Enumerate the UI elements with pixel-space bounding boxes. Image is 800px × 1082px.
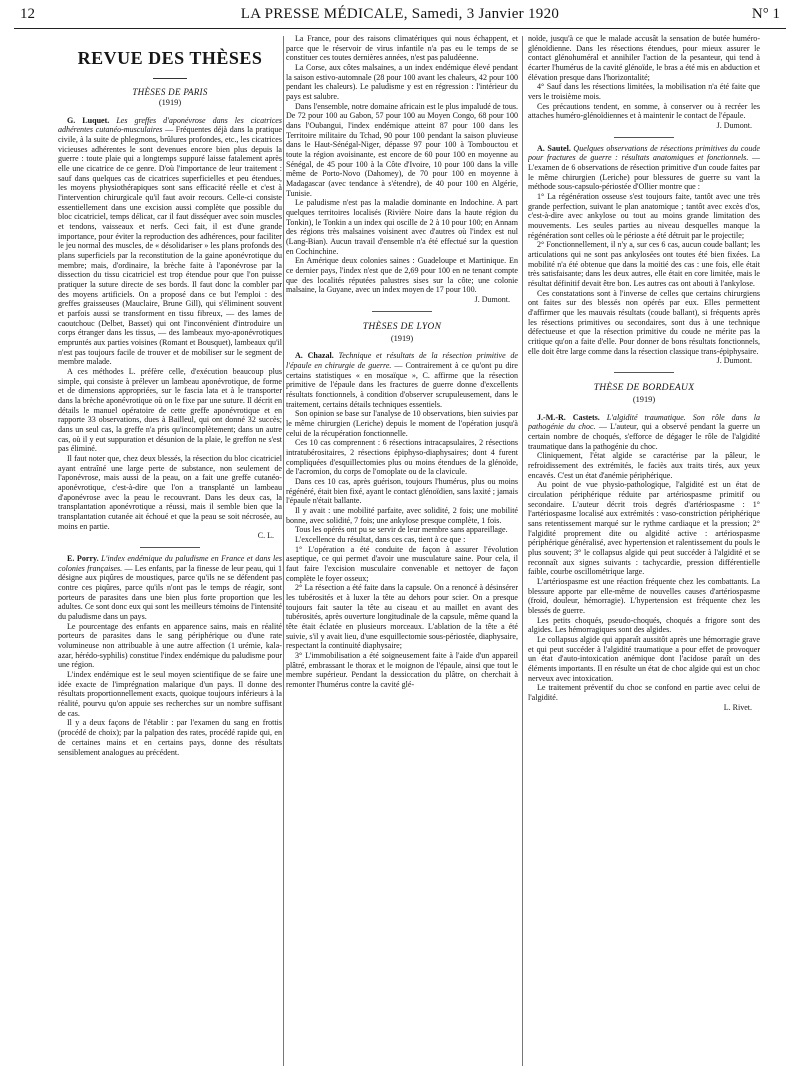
thesis-chazal-lead (286, 351, 518, 409)
issue-number: N° 1 (751, 6, 780, 22)
review-signature: J. Dumont. (474, 295, 510, 305)
separator (140, 547, 200, 548)
section-year: (1919) (158, 98, 182, 108)
thesis-author: J.-M.-R. Castets. (537, 412, 600, 422)
title-rule (153, 78, 187, 79)
paragraph: Le collapsus algide qui apparaît aussitôt après une hémorragie grave et qui peut succéder à l'algidité traumatique a pour effet de provoquer un état d'auto-intoxication anémique dont l'acidose paraît un des éléments importants. Il en résulte un état de choc algide qui est un choc nerveux avec intoxication. (528, 635, 760, 683)
separator (614, 137, 674, 138)
paragraph: Le paludisme n'est pas la maladie dominante en Indochine. A part quelques territoires localisés (Rivière Noire dans la haute région du Tonkin), le Tonkin a un index qui oscille de 2 à 10 pour 100; en Annam des régions très malsaines voisinent avec d'autres où l'index est nul (Lang-Bian). Aucun travail d'ensemble n'a été effectué sur la question en Cochinchine. (286, 198, 518, 256)
paragraph: Ces précautions tendent, en somme, à conserver ou à recréer les attaches huméro-glénoïdiennes et à maintenir le contact de l'épaule. (528, 101, 760, 121)
journal-running-title: LA PRESSE MÉDICALE, Samedi, 3 Janvier 1920 (240, 6, 560, 22)
paragraph: A ces méthodes L. préfère celle, d'exécution beaucoup plus simple, qui consiste à prélever un lambeau aponévrotique, de forme et de dimensions appropriées, sur le fascia lata et à le transporter dans la brèche aponévrotique où on le fixe par une suture. Il décrit en détails le manuel opératoire de cette greffe aponévrotique et en rapporte 33 observations, dues à Bailleul, qui ont donné 32 succès; dans un seul cas, la greffe n'a pris qu'incomplètement; dans un autre cas, où il y eut suppuration et désunion de la plaie, le greffon ne s'est pas éliminé. (58, 367, 282, 454)
paragraph-text: — Contrairement à ce qu'ont pu dire certains statistiques « en mosaïque », C. affirme que la résection primitive de l'épaule dans les fractures de guerre donne d'excellents résultats fonctionnels, à condition d'observer scrupuleusement, dans le traitement, certains détails techniques essentiels. (286, 360, 518, 409)
thesis-sautel-lead (528, 144, 760, 192)
section-heading-lyon: THÈSES DE LYON (362, 321, 442, 332)
paragraph: L'index endémique est le seul moyen scientifique de se faire une idée exacte de l'imprégnation malarique d'un pays. Il donne des résultats proportionnellement exacts, quoique toujours inférieurs à la réalité, pourvu qu'on appuie ses recherches sur un nombre suffisant de cas. (58, 670, 282, 718)
thesis-castets-lead (528, 413, 760, 452)
thesis-title: L'algidité traumatique. Son rôle dans la pathogénie du choc. (528, 412, 760, 432)
thesis-porry-lead (58, 554, 282, 622)
paragraph: 1° L'opération a été conduite de façon à assurer l'évolution aseptique, ce qui permet d'avoir une musculature saine. Pour cela, il faut faire l'excision musculaire convenable et nettoyer de façon complète le foyer osseux; (286, 544, 518, 583)
paragraph: Il faut noter que, chez deux blessés, la résection du bloc cicatriciel ayant entraîné une large perte de substance, non seulement de l'aponévrose, mais aussi de la peau, on a fait une greffe cutanéo-aponévrotique, c'est-à-dire que l'on a transplanté un lambeau d'aponévrose avec la peau le recouvrant. Dans les deux cas, la transplantation aponévrotique a réussi, mais il semble bien que la transplantation cutanée ait échoué et que la peau se soit nécrosée, au moins en partie. (58, 454, 282, 531)
paragraph: Au point de vue physio-pathologique, l'algidité est un état de circulation périphérique réduite par artériospasme primitif ou secondaire. L'auteur décrit trois degrés d'artériospasme : 1° l'artériospasme localisé aux extrémités : vaso-constriction périphérique sans retentissement marqué sur le rythme cardiaque et la pression; 2° l'algidité proprement dite ou algidité active : artériospasme périphérique généralisé, avec hypertension et ralentissement du pouls le plus souvent; 3° le collapsus algide qui peut succéder à l'algidité et se reconnaît aux signes suivants : tachycardie, pression différentielle faible, courbe oscillométrique large. (528, 480, 760, 577)
paragraph: Tous les opérés ont pu se servir de leur membre sans appareillage. (295, 525, 508, 535)
paragraph: 2° Fonctionnellement, il n'y a, sur ces 6 cas, aucun coude ballant; les articulations qui ne sont pas ankylosées ont toutes été bien fixées. La mobilité n'a été obtenue que dans la moitié des cas : une fois, elle était très satisfaisante; dans les deux autres, elle était en core limitée, mais le résultat définitif devait être bon. Les autres cas ont abouti à l'ankylose. (528, 240, 760, 289)
thesis-title: Les greffes d'aponévrose dans les cicatrices adhérentes cutanéo-musculaires (58, 115, 282, 135)
thesis-title: L'index endémique du paludisme en France et dans les colonies françaises. (58, 554, 282, 573)
section-heading-paris: THÈSES DE PARIS (132, 86, 208, 97)
column-3 (528, 34, 760, 1074)
paragraph: La France, pour des raisons climatériques qui nous échappent, et parce que le réservoir de virus infantile n'a pas eu le temps de se constituer ces toutes dernières années, n'est pas paludéenne. (286, 34, 518, 63)
paragraph: Dans l'ensemble, notre domaine africain est le plus impaludé de tous. De 72 pour 100 au Gabon, 57 pour 100 au Moyen Congo, 68 pour 100 dans l'Oubangui, l'index endémique atteint 87 pour 100 dans les Territoire militaire du Tchad, 90 pour 100 pendant la saison pluvieuse dans le Haut-Sénégal-Niger, dépasse 97 pour 100 à Tombouctou et toute la région avoisinante, est encore de 60 pour 100 en moyenne au Sénégal, de 45 pour 100 à la Côte d'Ivoire, 10 pour 100 dans la ville même de Porto-Novo (Dahomey), de 70 pour 100 en moyenne à Madagascar (avec tendance à s'étendre), de 40 pour 100 en Algérie, Tunisie. (286, 101, 518, 198)
review-signature: J. Dumont. (716, 356, 752, 366)
paragraph: 4° Sauf dans les résections limitées, la mobilisation n'a été faite que vers le troisième mois. (528, 82, 760, 102)
separator (372, 311, 432, 312)
section-title: REVUE DES THÈSES (77, 48, 263, 68)
thesis-author: G. Luquet. (67, 115, 110, 125)
thesis-author: A. Sautel. (537, 143, 571, 153)
section-heading-bordeaux: THÈSE DE BORDEAUX (593, 383, 695, 394)
paragraph: En Amérique deux colonies saines : Guadeloupe et Martinique. En ce dernier pays, l'index n'est que de 2,69 pour 100 en ne tenant compte que des localités réputées palustres sises sur la côte; une colonie malsaine, la Guyane, avec un index moyen de 17 pour 100. (286, 256, 518, 295)
thesis-author: E. Porry. (67, 554, 99, 564)
paragraph: 2° La résection a été faite dans la capsule. On a renoncé à désinsérer les tubérosités et à luxer la tête au dehors pour scier. On a presque toujours fait sauter la tête au ciseau et au maillet en avant des tubérosités, après ouverture longitudinale de la capsule, même quand la tête était éclatée en plusieurs morceaux. L'ablation de la tête a été suivie, s'il y avait lieu, d'une esquillectomie sous-périostée, diaphysaire, respectant la continuité diaphysaire; (286, 583, 518, 651)
page-number: 12 (20, 6, 35, 22)
paragraph: Le traitement préventif du choc se confond en partie avec celui de l'algidité. (528, 683, 760, 703)
paragraph: Dans ces 10 cas, après guérison, toujours l'humérus, plus ou moins régénéré, était bien fixé, ayant le contact glénoïdien, sans laxité ; jamais l'épaule n'était ballante. (286, 477, 518, 506)
paragraph: La Corse, aux côtes malsaines, a un index endémique élevé pendant la saison estivo-automnale (28 pour 100 avant les chaleurs, 42 pour 100 pendant les chaleurs). Le paludisme y est en régression : l'intérieur du pays est salubre. (286, 63, 518, 102)
thesis-title: Technique et résultats de la résection primitive de l'épaule en chirurgie de guerre. (286, 351, 518, 370)
column-2 (286, 34, 518, 1074)
section-year: (1919) (632, 395, 656, 405)
column-rule (283, 36, 284, 1066)
paragraph: Le pourcentage des enfants en apparence sains, mais en réalité porteurs de parasites dans le sang périphérique ou d'une rate volumineuse non attribuable à une autre affection (1 urémie, kala-azar, hérédo-syphilis) constitue l'index endémique du paludisme pour une région. (58, 621, 282, 670)
separator (614, 372, 674, 373)
section-year: (1919) (390, 334, 414, 344)
page-header (14, 4, 786, 29)
review-signature: C. L. (257, 531, 274, 541)
paragraph-text: — L'auteur, qui a observé pendant la guerre un certain nombre de choqués, s'efforce de dégager le rôle de l'algidité traumatique dans la pathogénie du choc. (528, 422, 760, 451)
paragraph: Il y a deux façons de l'établir : par l'examen du sang en frottis (procédé de choix); par la palpation des rates, procédé rapide qui, en de certaines mains et en certains pays, donne des résultats sensiblement analogues au précédent. (58, 718, 282, 757)
review-signature: L. Rivet. (723, 702, 752, 712)
paragraph: Son opinion se base sur l'analyse de 10 observations, bien suivies par le même chirurgien (Leriche) depuis le moment de l'opération jusqu'à celui de la récupération fonctionnelle. (286, 409, 518, 438)
paragraph: Ces constatations sont à l'inverse de celles que certains chirurgiens ont faites sur des blessés non opérés par eux. Elles permettent d'affirmer que les mauvais résultats (coude ballant), si fréquents après les résections primitives ou secondaires, sont dus à une technique défectueuse et que la résection primitive du coude ne mérite pas la critique qu'on a faite d'elle. Pour donner de bons résultats fonctionnels, elle doit être large comme dans la résection classique trans-épiphysaire. (528, 288, 760, 356)
paragraph: Les petits choqués, pseudo-choqués, choqués a frigore sont des algides. Les hémorragiques sont des algides. (528, 615, 760, 635)
thesis-luquet-lead (58, 116, 282, 367)
review-signature: J. Dumont. (716, 121, 752, 131)
paragraph: L'artériospasme est une réaction fréquente chez les combattants. La blessure apporte par elle-même de nouvelles causes d'artériospasme (froid, douleur, hémorragie). L'hypertension est fréquente chez les blessés de guerre. (528, 577, 760, 616)
paragraph: noïde, jusqu'à ce que le malade accusât la sensation de butée huméro-glénoïdienne. Dans les résections étendues, pour mieux assurer le contact glénohuméral et annihiler l'action de la pesanteur, qui tend à écarter l'humérus de la cavité glénoïde, le bras a été mis en abduction et élévation presque dans l'horizontalité; (528, 34, 760, 82)
column-rule (522, 36, 523, 1066)
paragraph: L'excellence du résultat, dans ces cas, tient à ce que : (295, 535, 466, 545)
paragraph: 3° L'immobilisation a été soigneusement faite à l'aide d'un appareil plâtré, embrassant le thorax et le moignon de l'épaule, ainsi que tout le membre supérieur. Pendant la dessiccation du plâtre, on cherchait à remonter l'humérus contre la cavité glé- (286, 651, 518, 690)
paragraph-text: — L'examen de 6 observations de résection primitive d'un coude faites par le même chirurgien (Leriche) pour blessures de guerre su vant la méthode sous-capsulo-périostée d'Ollier montre que : (528, 153, 760, 192)
paragraph-text: — Les enfants, par la finesse de leur peau, qui 1 désigne aux piqûres de moustiques, parce qu'ils ne se défendent pas contre ces piqûres, parce qu'ils n'ont pas le temps de réagir, sont porteurs de parasites dans une bien plus forte proportion que les adultes. Ce sont donc eux qui sont les meilleurs témoins de l'intensité du paludisme dans un pays. (58, 563, 282, 622)
paragraph: Cliniquement, l'état algide se caractérise par la pâleur, le refroidissement des extrémités, le faciès aux traits tirés, aux yeux encavés. C'est un état d'anémie périphérique. (528, 451, 760, 480)
column-1 (58, 34, 282, 1074)
paragraph: 1° La régénération osseuse s'est toujours faite, tantôt avec une très grande perfection, suivant le plan anatomique ; tantôt avec excès d'os, c'est-à-dire avec ankylose ou tout au moins grande limitation des mouvements. Les seules parties au niveau desquelles manque la régénération sont celles où le périoste a été détruit par le projectile; (528, 192, 760, 240)
thesis-title: Quelques observations de résections primitives du coude pour fractures de guerre : résultats anatomiques et fonctionnels. (528, 143, 760, 163)
paragraph-text: — Fréquentes déjà dans la pratique civile, à la suite de phlegmons, brûlures profondes, etc., les cicatrices vicieuses adhérentes le sont devenues encore bien plus depuis la guerre : toute plaie qui a longtemps suppuré laisse fatalement après elle une cicatrice de ce genre. D'où l'importance de leur traitement : sauf dans quelques cas de cicatrices superficielles et peu étendues, les moyens physiothérapiques sont sans efficacité réelle et c'est à l'intervention chirurgicale qu'il faut avoir recours. Celle-ci consiste essentiellement dans une excision aussi complète que possible du bloc cicatriciel, temps délicat, car il faut disséquer avec soin muscles et tendons, vaisseaux et nerfs. Ceci fait, il est d'une grande importance, pour éviter la reproduction des adhérences, pour faciliter le jeu normal des muscles, de « désolidariser » les plans profonds des plans superficiels par la reconstitution de la gaine aponévrotique du membre; mais, d'ordinaire, la brèche faite à l'aponévrose par la dissection du tissu cicatriciel est trop étendue pour que l'on puisse pratiquer la suture directe de ses bords. Il faut donc la combler par des moyens artificiels. On a proposé dans ce but l'emploi : des greffes graisseuses (Mauclaire, Brune Gill), qui s'éliminent souvent et parfois aussi se transforment en tissu fibreux, — des lames de caoutchouc (Delbet, Basset) qui ont l'inconvénient d'introduire un corps étranger dans les tissus, — des lambeaux myo-aponévrotiques empruntés aux parties voisines (Romant et Bousquet), lambeaux qu'il n'est pas toujours facile de trouver et de mobiliser sur le segment de membre malade. (58, 125, 282, 367)
paragraph: Il y avait : une mobilité parfaite, avec solidité, 2 fois; une mobilité bonne, avec solidité, 7 fois; une ankylose presque complète, 1 fois. (286, 506, 518, 525)
paragraph: Ces 10 cas comprennent : 6 résections intracapsulaires, 2 résections intratubérositaires, 2 résections épiphyso-diaphysaires; dont 4 furent compliquées d'esquillectomies plus ou moins étendues de la glénoïde, de l'acromion, du corps de l'omoplate ou de la clavicule. (286, 438, 518, 477)
thesis-author: A. Chazal. (295, 351, 334, 361)
